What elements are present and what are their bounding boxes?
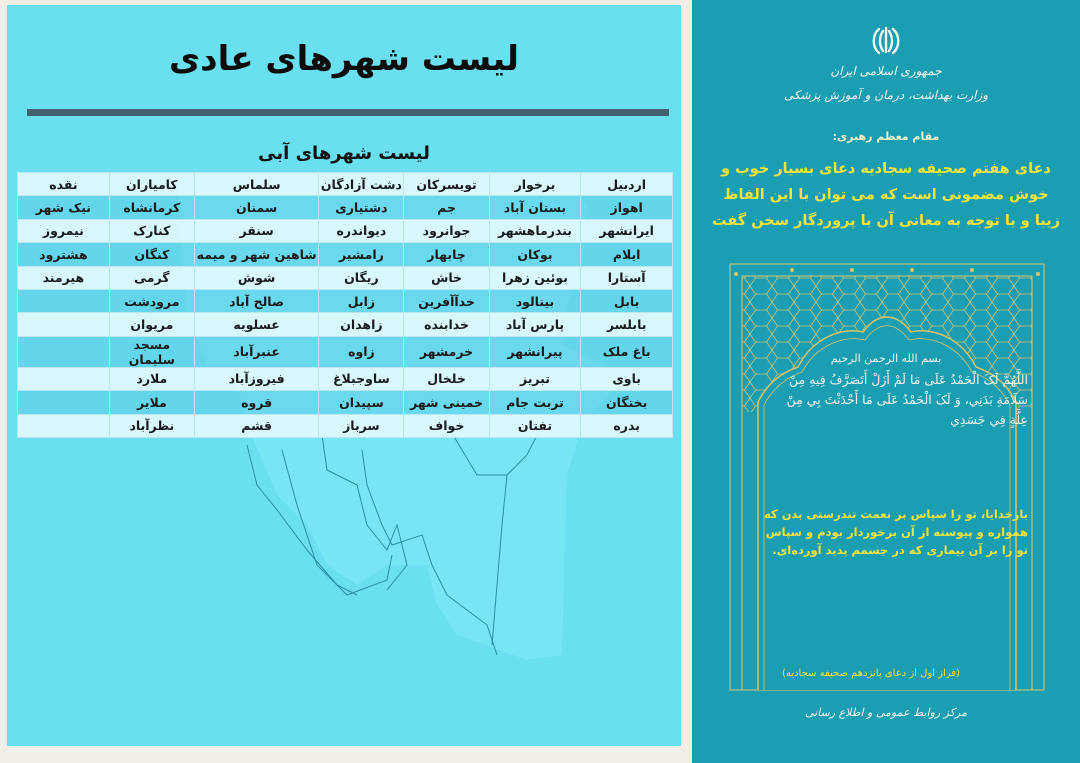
health-ministry-panel [692,0,1080,763]
city-cell: خدآآفرین [404,289,489,312]
city-cell: مسجد سلیمان [109,336,194,367]
city-cell: عسلویه [194,313,318,336]
table-row [18,313,673,336]
city-cell: زاهدان [319,313,404,336]
city-cell: خمینی شهر [404,391,489,414]
city-cell: سنقر [194,219,318,242]
persian-translation: بارخدایا، تو را سپاس بر نعمت تندرستی بدن که همواره و پیوسته از آن برخوردار بودم و سپاس تو را بر آن بیماری که در جسمم پدید آورده‌ای. [764,507,1028,557]
city-cell: تبریز [489,367,581,390]
city-cell: جم [404,196,489,219]
table-row [18,336,673,367]
city-cell [18,313,110,336]
city-cell: هشترود [18,243,110,266]
city-cell [18,289,110,312]
city-cell: دشتیاری [319,196,404,219]
cities-table [17,172,673,438]
city-cell: مرودشت [109,289,194,312]
prayer-source: (فراز اول از دعای پانزدهم صحیفه سجادیه) [782,668,960,679]
city-cell: بوئین زهرا [489,266,581,289]
city-cell: نظرآباد [109,414,194,437]
city-cell: سرباز [319,414,404,437]
page-title: لیست شهرهای عادی [168,39,520,79]
table-title: لیست شهرهای آبی [258,143,430,164]
city-cell: اردبیل [581,173,673,196]
ministry-label: وزارت بهداشت، درمان و آموزش پزشکی [783,88,989,102]
table-row [18,414,673,437]
city-cell: خلخال [404,367,489,390]
city-cell: زابل [319,289,404,312]
city-cell: بینالود [489,289,581,312]
city-cell: خاش [404,266,489,289]
city-cell: تفتان [489,414,581,437]
city-cell: تربت جام [489,391,581,414]
city-cell: پیرانشهر [489,336,581,367]
city-cell: تویسرکان [404,173,489,196]
city-cell: بستان آباد [489,196,581,219]
city-cell: زاوه [319,336,404,367]
city-cell [18,414,110,437]
city-cell: نقده [18,173,110,196]
city-cell: ملایر [109,391,194,414]
ornamental-arch-frame [728,262,1046,692]
city-cell: ایلام [581,243,673,266]
table-row [18,391,673,414]
city-cell: ساوجبلاغ [319,367,404,390]
table-row [18,219,673,242]
city-cell: مریوان [109,313,194,336]
city-cell: کنارک [109,219,194,242]
table-row [18,266,673,289]
table-row [18,367,673,390]
city-cell: صالح آباد [194,289,318,312]
city-cell [18,391,110,414]
city-cell: قروه [194,391,318,414]
city-cell: ایرانشهر [581,219,673,242]
table-row [18,289,673,312]
city-cell: پارس آباد [489,313,581,336]
leader-quote: دعای هفتم صحیفه سجادیه دعای بسیار خوب و خوش مضمونی است که می توان با این الفاظ زیبا و با توجه به معانی آن با پروردگار سخن گفت [712,161,1060,229]
city-cell: کنگان [109,243,194,266]
table-row [18,173,673,196]
city-cell: ریگان [319,266,404,289]
city-cell: نیمروز [18,219,110,242]
table-row [18,196,673,219]
city-cell: عنبرآباد [194,336,318,367]
city-cell [18,367,110,390]
title-divider [27,109,669,116]
city-cell: فیروزآباد [194,367,318,390]
city-cell: رامشیر [319,243,404,266]
city-cell: شوش [194,266,318,289]
city-cell: کرمانشاه [109,196,194,219]
iran-emblem-icon [869,24,903,58]
city-cell: شاهین شهر و میمه [194,243,318,266]
city-cell: قشم [194,414,318,437]
city-cell: دیواندره [319,219,404,242]
city-cell: چابهار [404,243,489,266]
bismillah: بسم الله الرحمن الرحیم [830,352,942,365]
leader-label: مقام معظم رهبری: [832,130,940,143]
city-cell: آستارا [581,266,673,289]
city-cell: سلماس [194,173,318,196]
city-cell: کامیاران [109,173,194,196]
city-cell: بندرماهشهر [489,219,581,242]
city-cell: جوانرود [404,219,489,242]
city-cell: هیرمند [18,266,110,289]
city-cell: بوکان [489,243,581,266]
city-cell: بابل [581,289,673,312]
blue-cities-panel [7,5,681,746]
city-cell: سپیدان [319,391,404,414]
city-cell: برخوار [489,173,581,196]
city-cell: باغ ملک [581,336,673,367]
arabic-prayer-text: اللَّهُمَّ لَکَ الْحَمْدُ عَلَى مَا لَمْ أَزَلْ أَتَصَرَّفُ فِيهِ مِنْ سَلَامَةِ بَدَنِي، وَ لَکَ الْحَمْدُ عَلَى مَا أَحْدَثْتَ بِي مِنْ عِلَّةٍ فِي جَسَدِي [786,372,1028,427]
city-cell: ملارد [109,367,194,390]
city-cell: بدره [581,414,673,437]
city-cell: خدابنده [404,313,489,336]
city-cell: بابلسر [581,313,673,336]
city-cell: گرمی [109,266,194,289]
city-cell: نیک شهر [18,196,110,219]
city-cell: خرمشهر [404,336,489,367]
city-cell: اهواز [581,196,673,219]
republic-label: جمهوری اسلامی ایران [830,64,942,78]
city-cell: باوی [581,367,673,390]
city-cell: بختگان [581,391,673,414]
city-cell [18,336,110,367]
city-cell: دشت آزادگان [319,173,404,196]
city-cell: خواف [404,414,489,437]
table-row [18,243,673,266]
city-cell: سمنان [194,196,318,219]
public-relations-center: مرکز روابط عمومی و اطلاع رسانی [805,706,967,719]
